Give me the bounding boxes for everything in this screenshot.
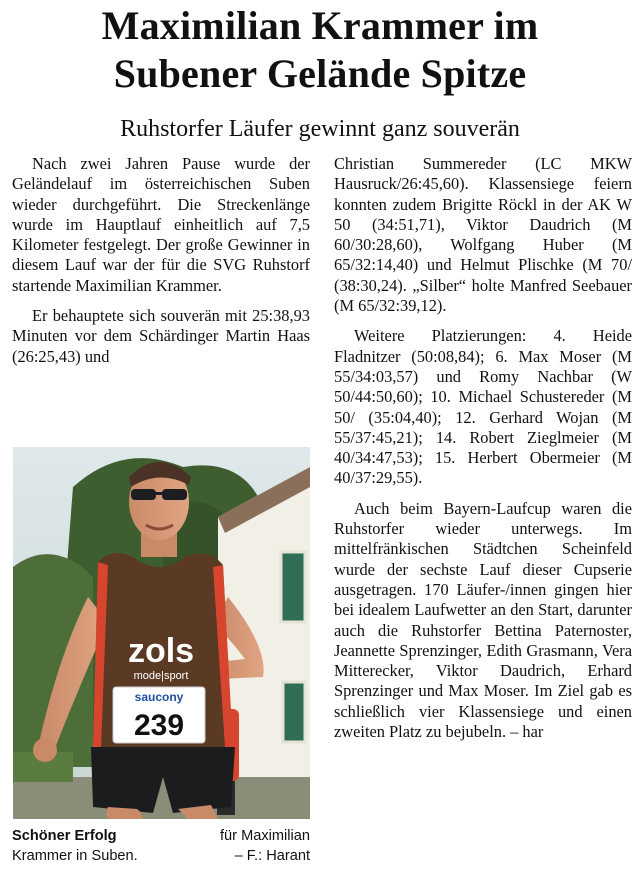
results-paragraph-continued: Christian Summereder (LC MKW Hausruck/26:45,60). Klassensiege feiern konnten zudem Brigitte Röckl in der AK W 50 (34:51,71), Viktor Daudrich (M 60/30:28,60), Wolfgang Huber (M 65/32:14,40) und Helmut Plischke (M 70/ (38:30,24). „Silber“ holte Manfred Seebauer (M 65/32:39,12). [334,154,632,316]
subheadline: Ruhstorfer Läufer gewinnt ganz souverän [120,116,520,142]
caption-line-2 [12,846,310,866]
caption-line-1-rest: für Maximilian [219,828,310,844]
shirt-logo-text: zols [127,632,195,670]
caption-line-1 [12,826,310,846]
bib-brand-text: saucony [134,690,184,704]
results-paragraph-start: Er behauptete sich souverän mit 25:38,93 Minuten vor dem Schärdinger Martin Haas (26:25,43) und [12,306,310,366]
headline [0,2,640,98]
left-column [12,154,310,367]
photo-credit: – F.: Harant [234,848,310,864]
bib-number-text: 239 [133,709,185,742]
placings-paragraph: Weitere Platzierungen: 4. Heide Fladnitzer (50:08,84); 6. Max Moser (M 55/34:03,57) und Romy Nachbar (W 50/44:50,60); 10. Michael Schustereder (M 50/ (35:04,40); 12. Gerhard Wojan (M 55/37:45,21); 14. Robert Zieglmeier (M 40/34:47,53); 15. Herbert Obermeier (M 40/37:29,55). [334,326,632,488]
right-column [334,154,632,742]
laufcup-paragraph: Auch beim Bayern-Laufcup waren die Ruhstorfer wieder unterwegs. Im mittelfränkischen Städtchen Scheinfeld wurde der sechste Lauf dieser Cupserie ausgetragen. 170 Läufer-/innen gingen hier bei idealem Laufwetter an den Start, darunter auch die Ruhstorfer Bettina Paternoster, Jeannette Sprenzinger, Edith Grasmann, Vera Mitterecker, Viktor Daudrich, Erhard Sprenzinger und Max Moser. Im Ziel gab es schließlich vier Klassensiege und einen zweiten Platz zu bejubeln. – har [334,498,632,742]
photo-caption [12,826,310,866]
caption-line-2-text: Krammer in Suben. [12,848,138,864]
intro-paragraph: Nach zwei Jahren Pause wurde der Geländelauf im österreichischen Suben wieder durchgeführt. Die Streckenlänge wurde im Hauptlauf einheitlich auf 7,5 Kilometer festgelegt. Der große Gewinner in diesem Lauf war der für die SVG Ruhstorf startende Maximilian Krammer. [12,154,310,295]
runner-photo [13,447,310,819]
caption-bold-lead: Schöner Erfolg [12,828,117,844]
shirt-logo-subtext: mode|sport [133,670,189,682]
headline-line-1: Maximilian Krammer im [101,3,539,48]
headline-line-2: Subener Gelände Spitze [113,51,527,96]
